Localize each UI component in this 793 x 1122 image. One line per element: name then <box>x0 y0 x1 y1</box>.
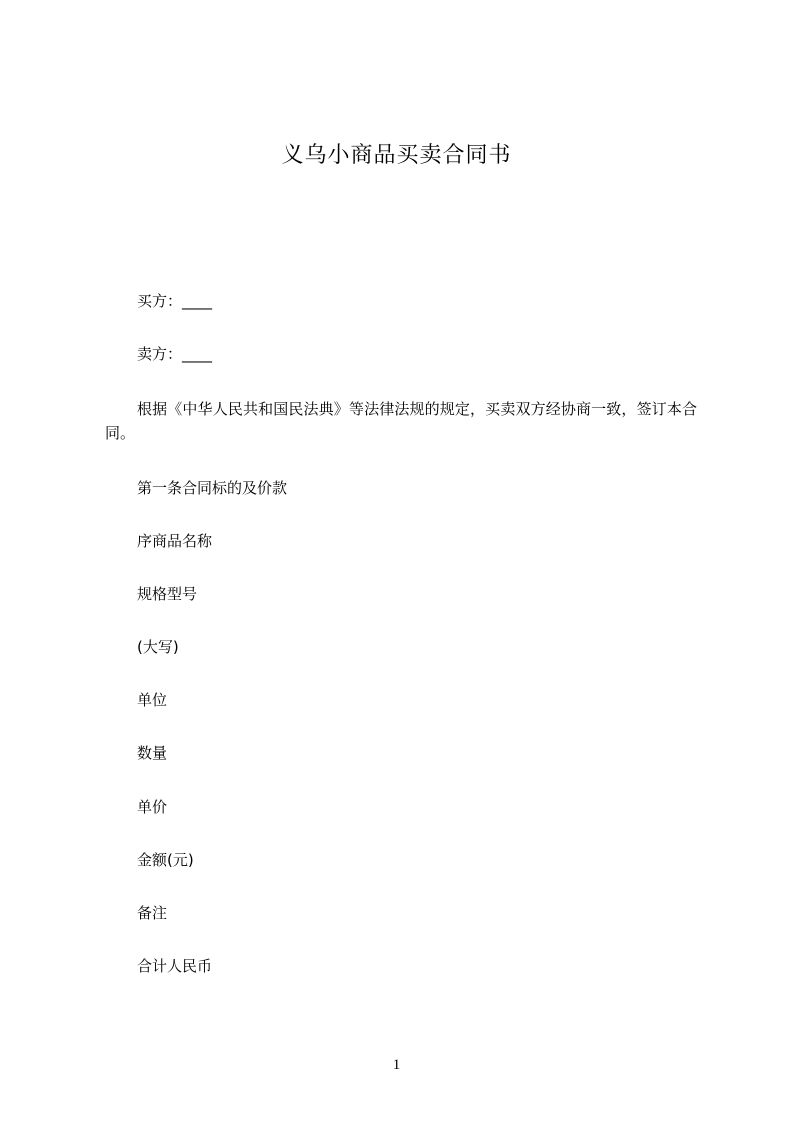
field-remarks: 备注 <box>137 904 168 922</box>
intro-paragraph: 根据《中华人民共和国民法典》等法律法规的规定，买卖双方经协商一致，签订本合同。 <box>105 400 697 442</box>
field-amount: 金额(元) <box>137 851 194 869</box>
field-unit: 单位 <box>137 691 168 709</box>
document-title: 义乌小商品买卖合同书 <box>281 143 512 168</box>
seller-label: 卖方： <box>137 345 183 363</box>
seller-line <box>137 344 212 364</box>
field-total-rmb: 合计人民币 <box>137 957 213 975</box>
article-1-heading: 第一条合同标的及价款 <box>137 479 288 497</box>
field-serial-product-name: 序商品名称 <box>137 532 213 550</box>
field-spec-model: 规格型号 <box>137 585 198 603</box>
field-unit-price: 单价 <box>137 798 168 816</box>
buyer-label: 买方： <box>137 292 183 310</box>
buyer-line <box>137 291 212 311</box>
page-number: 1 <box>392 1057 401 1073</box>
seller-blank: ____ <box>182 345 213 363</box>
field-quantity: 数量 <box>137 744 168 762</box>
buyer-blank: ____ <box>182 292 213 310</box>
field-capital: (大写) <box>137 638 179 656</box>
